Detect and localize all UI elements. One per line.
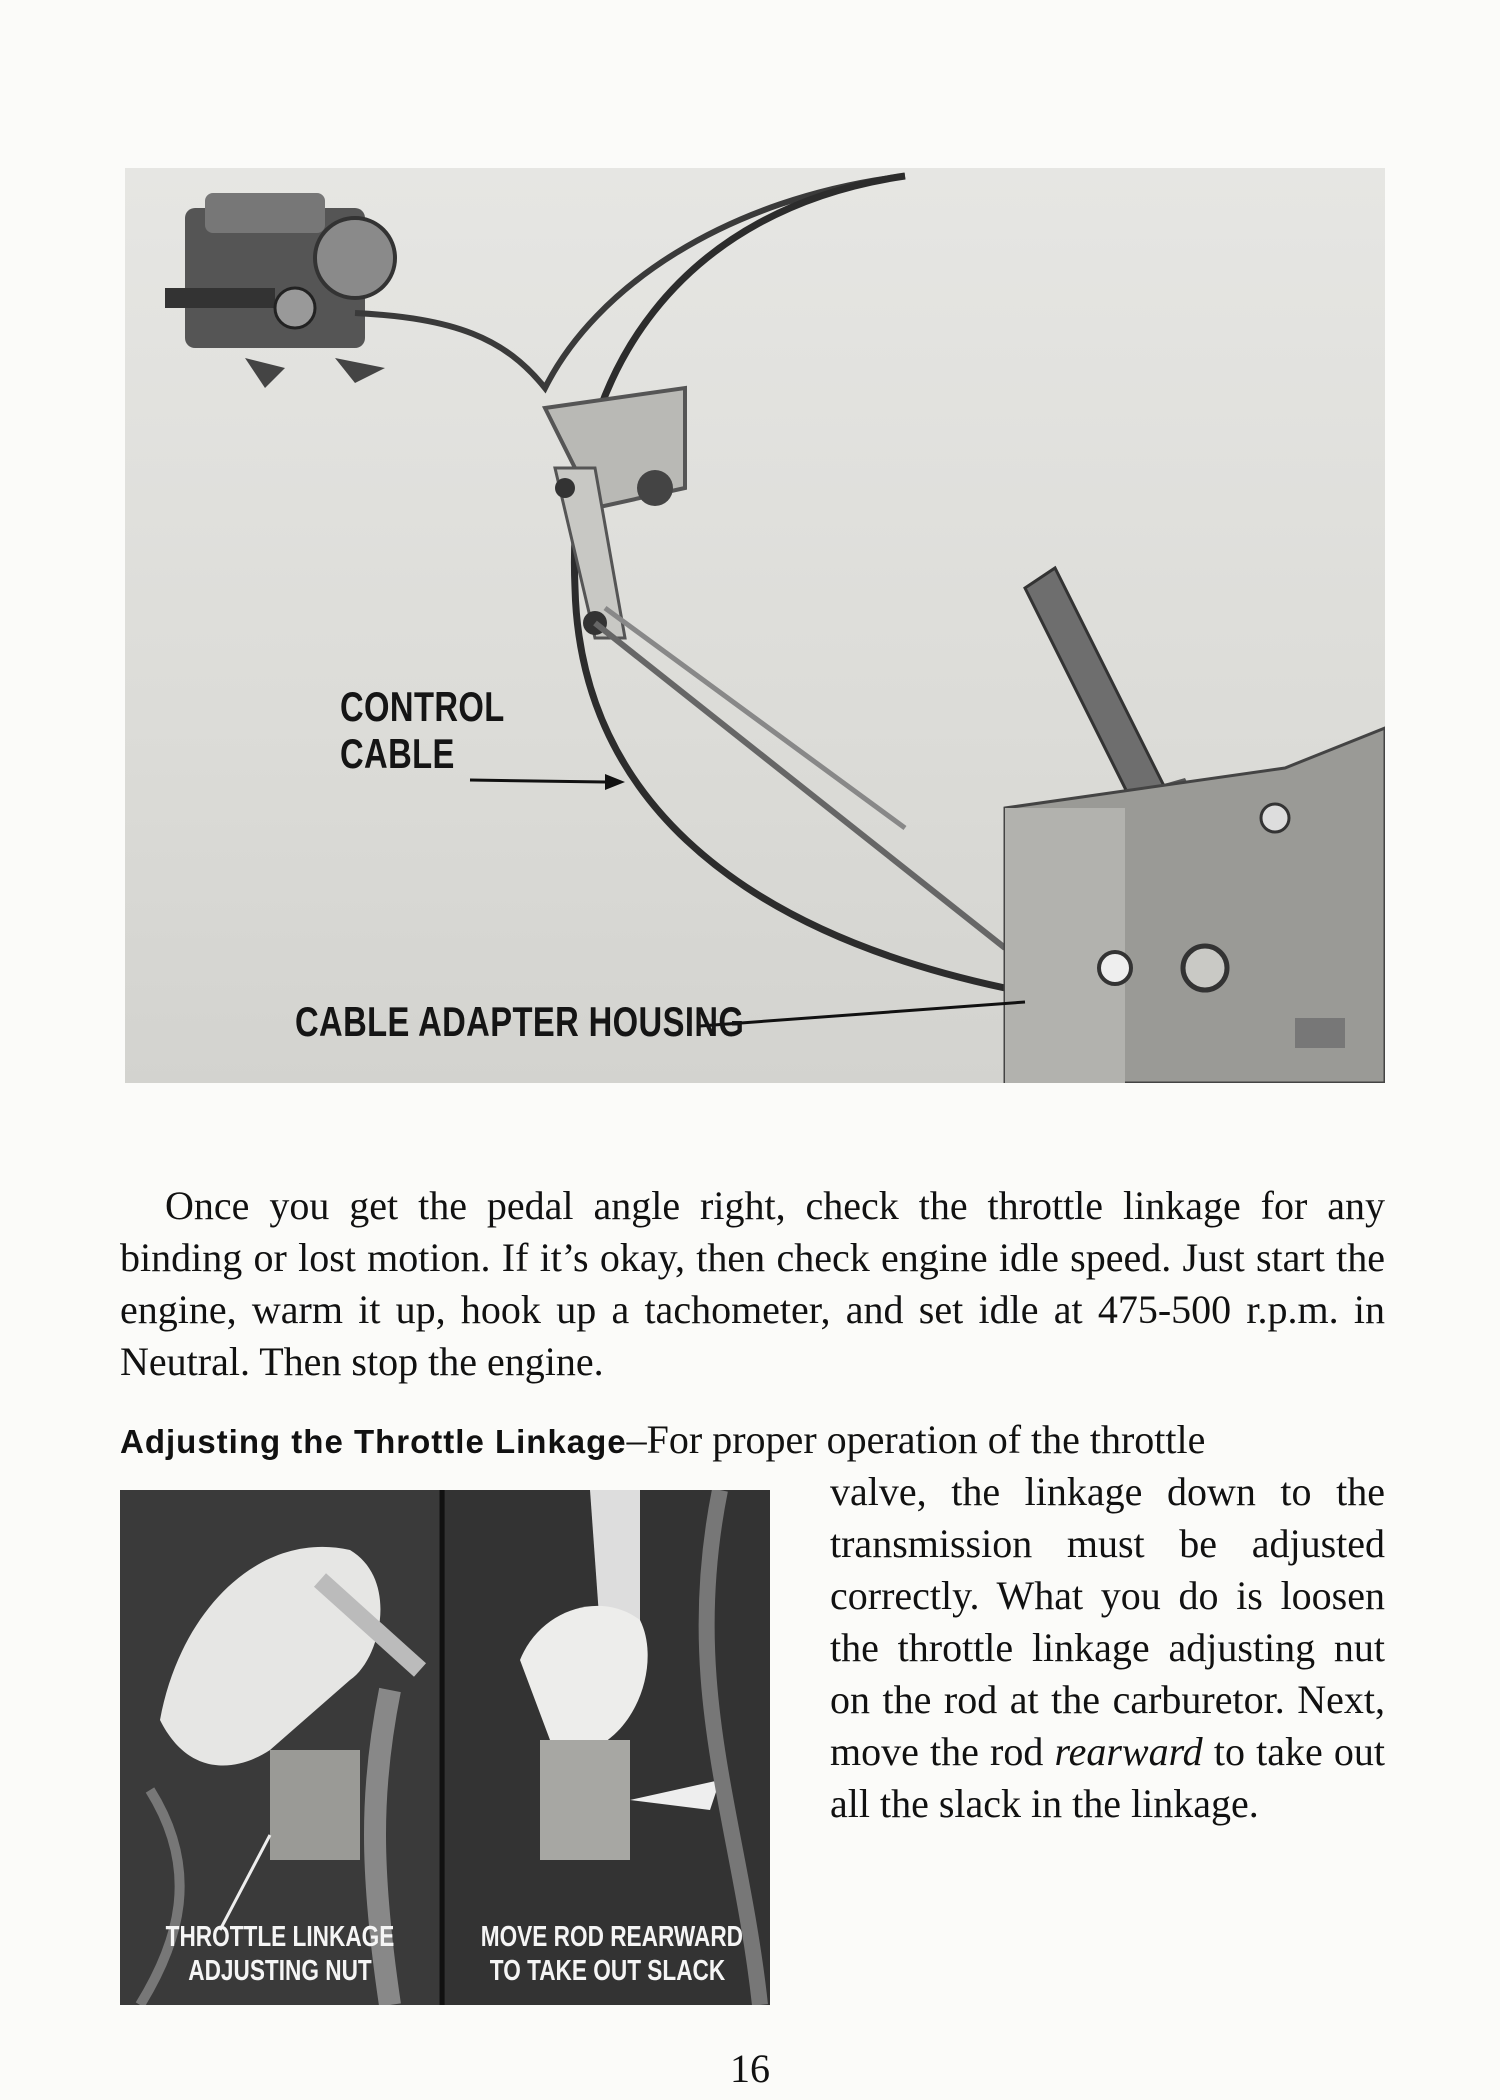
bell-crank-bracket (545, 388, 685, 638)
control-cable-label (340, 683, 505, 777)
section-lead-text: For proper operation of the throttle (646, 1417, 1206, 1462)
right-caption-line2: TO TAKE OUT SLACK (489, 1955, 726, 1987)
paragraph-part2: to take out all the slack in the linkage. (830, 1729, 1385, 1826)
section-heading: Adjusting the Throttle Linkage (120, 1423, 627, 1460)
control-cable-arrow (470, 780, 605, 782)
control-cable-label-line1: CONTROL (340, 683, 505, 730)
left-photo-caption (155, 1920, 405, 1988)
page-number: 16 (730, 2046, 770, 2091)
control-cable-upper (355, 176, 905, 388)
left-caption-line1: THROTTLE LINKAGE (165, 1921, 395, 1953)
control-cable-label-line2: CABLE (340, 730, 455, 778)
throttle-cable-photo (125, 168, 1385, 1083)
section-heading-line (120, 1414, 1390, 1468)
paragraph-throttle-adjust (830, 1466, 1385, 1830)
linkage-adjustment-photo (120, 1490, 770, 2005)
throttle-cable-illustration (125, 168, 1385, 1083)
carburetor-drawing (165, 193, 395, 388)
emphasis-rearward: rearward (1054, 1729, 1203, 1774)
paragraph-part1: valve, the linkage down to the transmission must be adjusted correctly. What you do is loosen the throttle linkage adjusting nut on the rod at the carburetor. Next, move the rod (830, 1469, 1385, 1774)
linkage-rod (595, 623, 1005, 948)
control-cable-arrowhead (605, 774, 625, 790)
cable-adapter-arrow (700, 1002, 1025, 1026)
right-photo-caption (480, 1920, 744, 1988)
cable-adapter-housing-label: CABLE ADAPTER HOUSING (295, 998, 745, 1045)
paragraph-idle-speed: Once you get the pedal angle right, check the throttle linkage for any binding or lost motion. If it’s okay, then check engine idle speed. Just start the engine, warm it up, hook up a tachometer, and set idle at 475-500 r.p.m. in Neutral. Then stop the engine. (120, 1183, 1385, 1384)
right-caption-line1: MOVE ROD REARWARD (480, 1921, 744, 1953)
transmission-housing (1005, 728, 1385, 1083)
left-caption-line2: ADJUSTING NUT (188, 1955, 372, 1987)
heading-dash: – (626, 1417, 647, 1462)
control-cable (574, 176, 1005, 988)
throttle-rod (605, 608, 905, 828)
